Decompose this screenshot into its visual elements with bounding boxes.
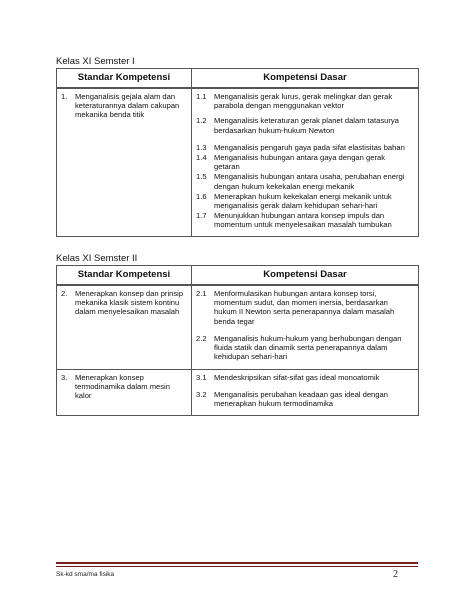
sk-number: 2.: [61, 289, 68, 298]
kd-text: Menformulasikan hubungan antara konsep torsi, momentum sudut, dan momen inersia, berdasarkan hukum II Newton serta penerapannya dalam masalah benda tegar: [214, 289, 395, 326]
kd-text: Menganalisis perubahan keadaan gas ideal dengan menerapkan hukum termodinamika: [214, 390, 388, 409]
kd-text: Menunjukkan hubungan antara konsep impuls dan momentum untuk menyelesaikan masalah tumbukan: [214, 211, 392, 230]
table-header-row: [57, 69, 419, 89]
kd-text: Menganalisis pengaruh gaya pada sifat elastisitas bahan: [214, 142, 405, 152]
kd-number: 3.2: [196, 390, 207, 400]
standar-kompetensi-cell: [57, 285, 192, 370]
sk-number: 3.: [61, 373, 68, 382]
section-1-title: Kelas XI Semster I: [56, 56, 135, 67]
header-standar-kompetensi: Standar Kompetensi: [57, 266, 192, 286]
kd-number: 1.7: [196, 211, 207, 221]
header-kompetensi-dasar: Kompetensi Dasar: [192, 69, 419, 89]
sk-text: Menerapkan konsep termodinamika dalam mesin kalor: [75, 373, 170, 401]
kd-text: Menganalisis hubungan antara usaha, perubahan energi dengan hukum kekekalan energi mekanik: [214, 172, 405, 191]
page-number: 2: [393, 569, 398, 580]
kd-item-1-5: [196, 172, 412, 190]
kd-item-1-2: [196, 116, 412, 134]
standar-kompetensi-cell: [57, 370, 192, 416]
sk-number: 1.: [61, 92, 68, 101]
kd-text: Mendeskripsikan sifat-sifat gas ideal monoatomik: [214, 373, 380, 382]
kd-item-3-1: [196, 373, 412, 382]
kd-number: 2.1: [196, 289, 207, 298]
kompetensi-dasar-cell: [192, 285, 419, 370]
sk-item-3: [61, 373, 187, 401]
section-2-table: [56, 265, 419, 416]
footer-divider-thick: [56, 562, 418, 564]
kd-number: 1.6: [196, 191, 207, 201]
kd-text: Menganalisis keteraturan gerak planet dalam tatasurya berdasarkan hukum-hukum Newton: [214, 116, 399, 135]
section-1-table: [56, 68, 419, 237]
kd-text: Menganalisis hubungan antara gaya dengan gerak getaran: [214, 153, 385, 172]
kd-number: 1.1: [196, 92, 207, 101]
header-standar-kompetensi: Standar Kompetensi: [57, 69, 192, 89]
kd-number: 3.1: [196, 373, 207, 382]
kd-item-1-4: [196, 153, 412, 171]
footer-divider-thin: [56, 566, 418, 567]
table-header-row: [57, 266, 419, 286]
kd-number: 1.2: [196, 116, 207, 126]
kd-number: 2.2: [196, 333, 207, 343]
kd-item-1-6: [196, 192, 412, 210]
kd-text: Menganalisis hukum-hukum yang berhubungan dengan fluida statik dan dinamik serta penerapannya dalam kehidupan sehari-hari: [214, 333, 402, 362]
kd-item-1-1: [196, 92, 412, 110]
kd-item-2-1: [196, 289, 412, 326]
kd-item-1-7: [196, 211, 412, 229]
section-2-title: Kelas XI Semster II: [56, 253, 138, 264]
kompetensi-dasar-cell: [192, 88, 419, 236]
kd-item-2-2: [196, 334, 412, 362]
kd-text: Menganalisis gerak lurus, gerak melingkar dan gerak parabola dengan menggunakan vektor: [214, 92, 393, 111]
kd-item-1-3: [196, 143, 412, 152]
kd-text: Menerapkan hukum kekekalan energi mekanik untuk menganalisis gerak dalam kehidupan sehari-hari: [214, 191, 392, 211]
standar-kompetensi-cell: [57, 88, 192, 236]
kompetensi-dasar-cell: [192, 370, 419, 416]
kd-number: 1.5: [196, 172, 207, 182]
header-kompetensi-dasar: Kompetensi Dasar: [192, 266, 419, 286]
kd-number: 1.4: [196, 153, 207, 163]
kd-number: 1.3: [196, 142, 207, 152]
table-row: [57, 370, 419, 416]
kd-item-3-2: [196, 390, 412, 408]
sk-text: Menganalisis gejala alam dan keteraturannya dalam cakupan mekanika benda titik: [75, 92, 180, 120]
table-row: [57, 285, 419, 370]
footer-label: Sk-kd sma/ma fisika: [56, 571, 115, 578]
table-row: [57, 88, 419, 236]
sk-item-1: [61, 92, 187, 120]
sk-item-2: [61, 289, 187, 317]
sk-text: Menerapkan konsep dan prinsip mekanika klasik sistem kontinu dalam menyelesaikan masalah: [75, 289, 184, 317]
